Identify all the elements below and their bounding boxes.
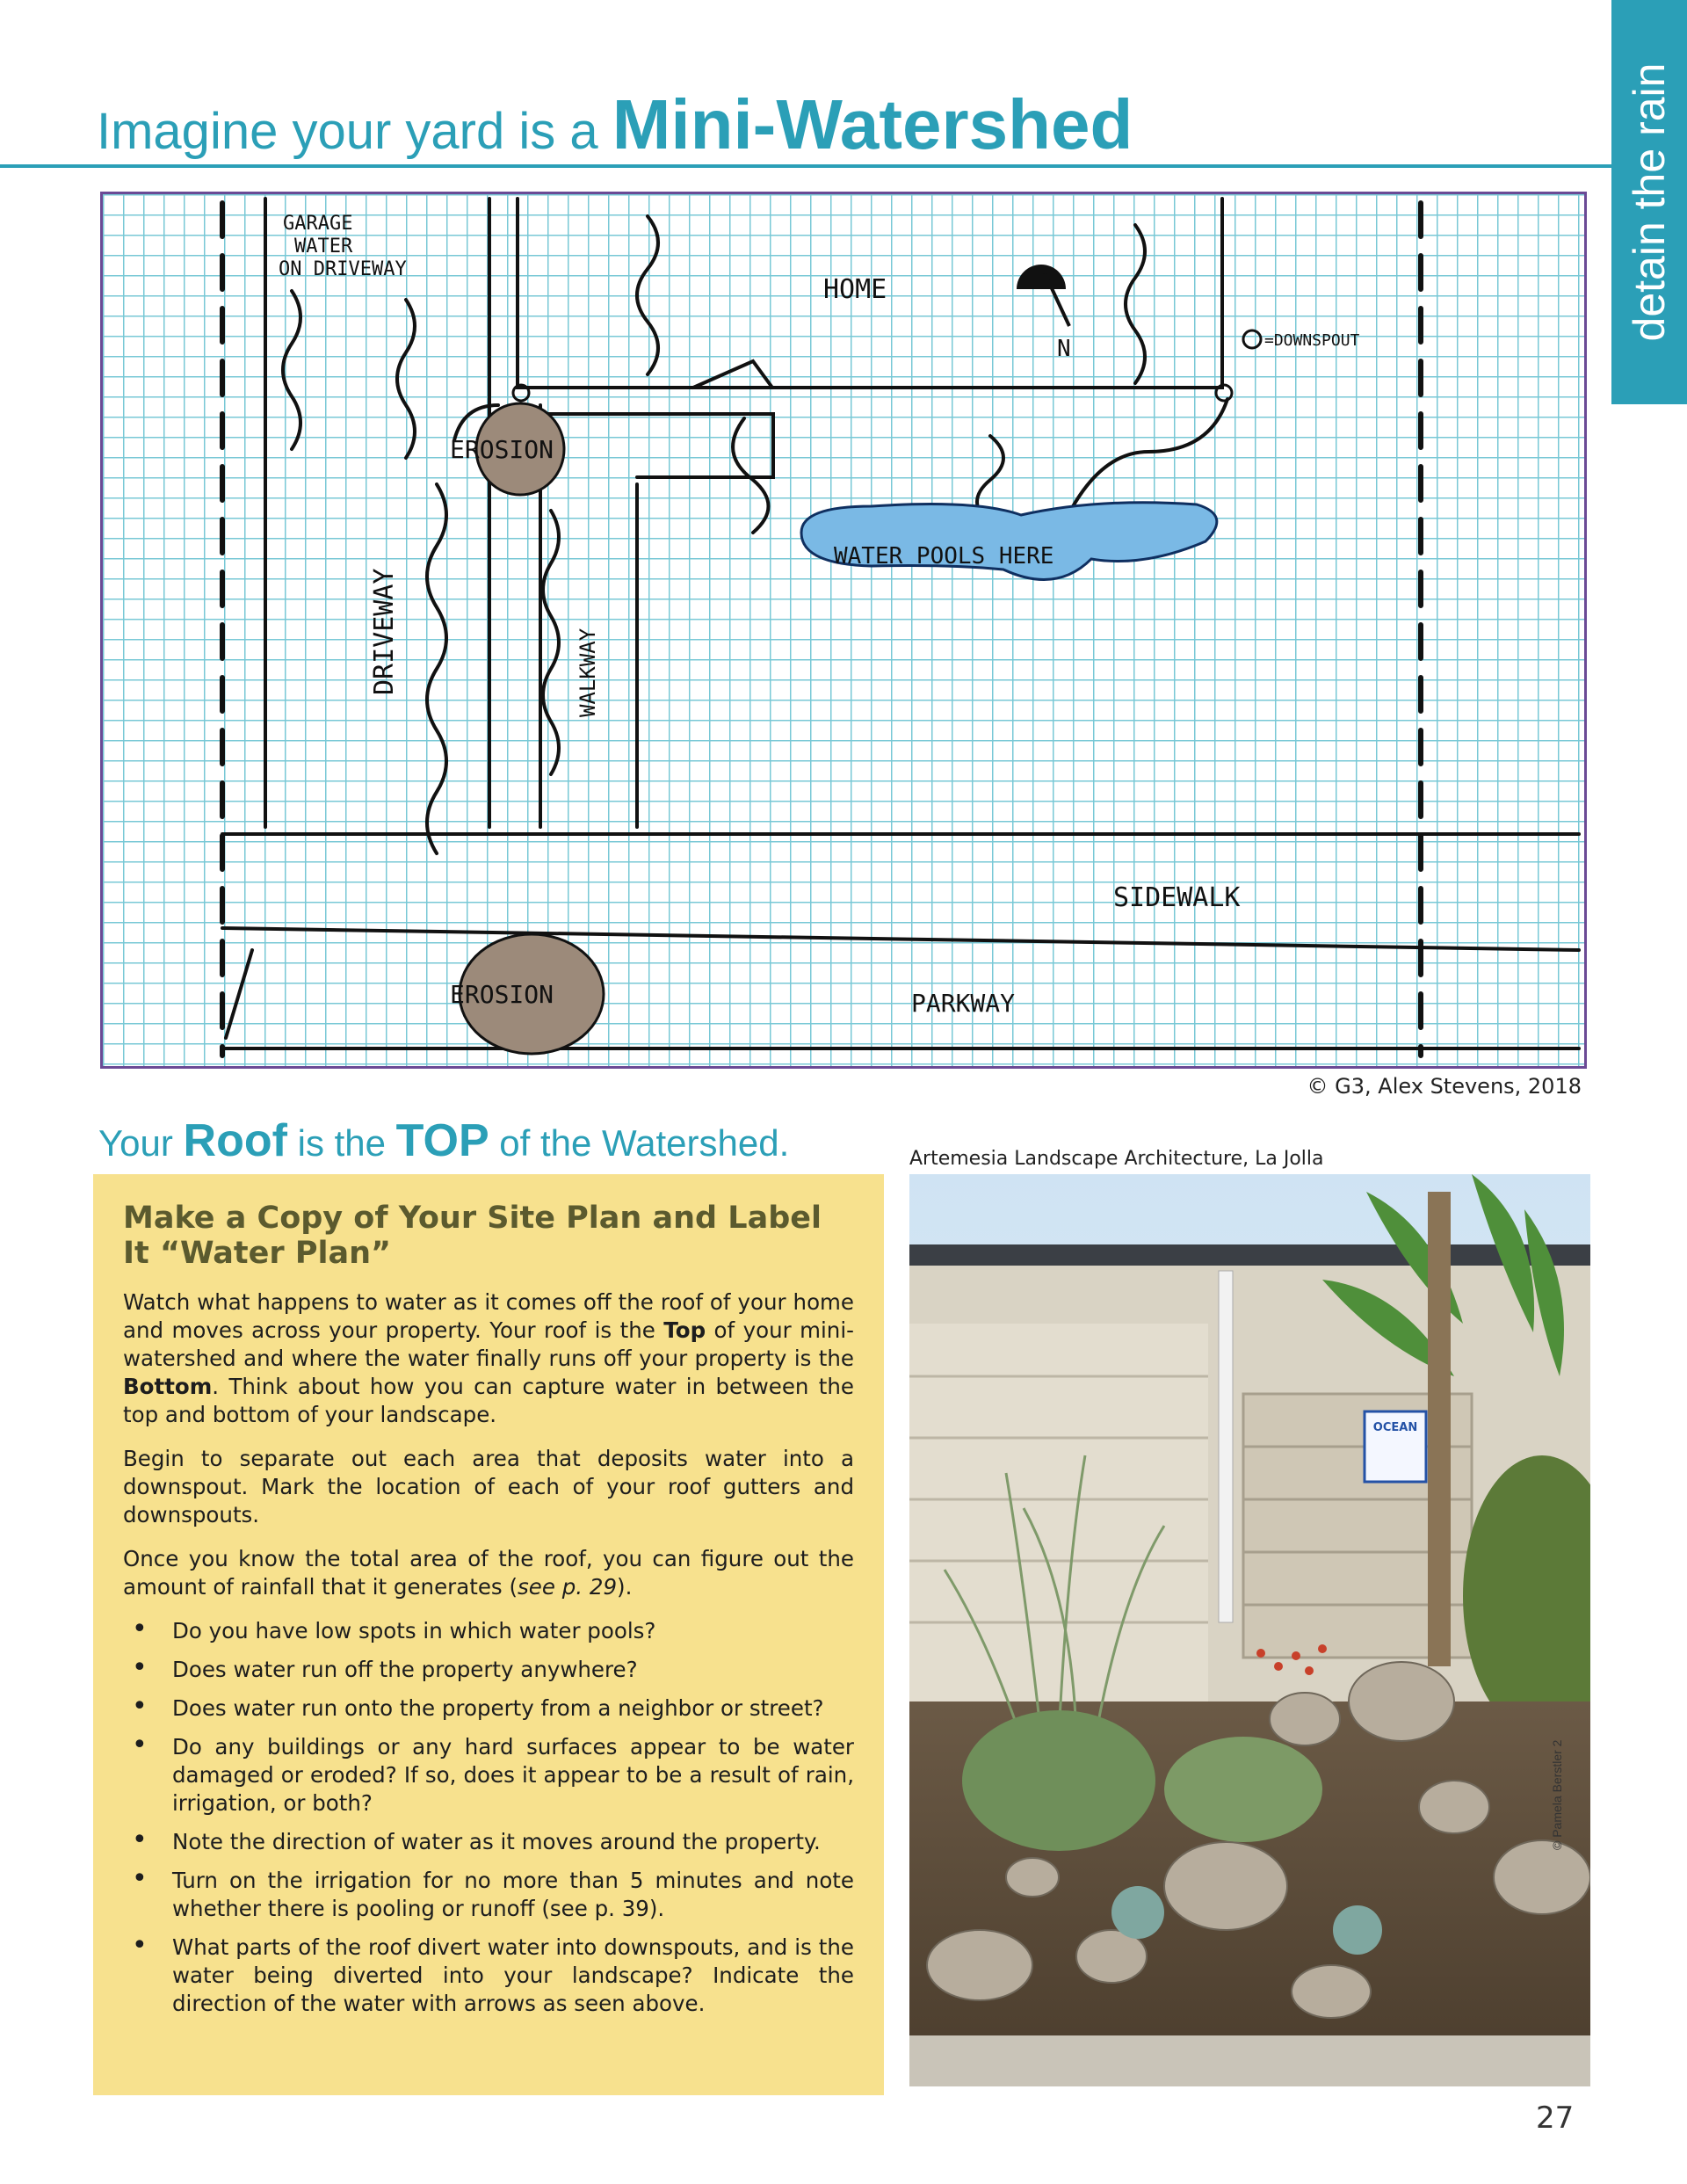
- title-rule: [0, 164, 1611, 168]
- subheading-part: is the: [286, 1122, 396, 1164]
- site-plan-drawing: [103, 194, 1587, 1069]
- label-erosion-bottom: EROSION: [450, 980, 554, 1009]
- site-plan-sketch: [100, 192, 1587, 1069]
- list-item: • Turn on the irrigation for no more than 5 minutes and note whether there is pooling or runoff (see p. 39).: [123, 1867, 854, 1923]
- label-water-pools: WATER POOLS HERE: [834, 543, 1054, 570]
- subheading-part: Your: [98, 1122, 184, 1164]
- page-number: 27: [1536, 2101, 1575, 2136]
- garden-photo: [909, 1174, 1590, 2086]
- label-downspout-legend: =DOWNSPOUT: [1264, 331, 1360, 350]
- photo-credit: Artemesia Landscape Architecture, La Jolla: [909, 1148, 1324, 1170]
- subheading-top: TOP: [395, 1115, 489, 1166]
- label-walkway: WALKWAY: [576, 628, 600, 717]
- label-driveway: DRIVEWAY: [369, 568, 400, 695]
- label-parkway: PARKWAY: [911, 989, 1016, 1018]
- copyright-note: © G3, Alex Stevens, 2018: [1307, 1074, 1582, 1099]
- box-paragraph-2: Begin to separate out each area that deposits water into a downspout. Mark the location of each of your roof gutters and downspouts.: [123, 1446, 854, 1527]
- title-main: Mini-Watershed: [612, 85, 1133, 163]
- label-garage-1: GARAGE: [283, 213, 353, 235]
- page-title: [97, 84, 1133, 163]
- photo-sign-text: OCEAN: [1372, 1421, 1418, 1434]
- list-item: • Do any buildings or any hard surfaces appear to be water damaged or eroded? If so, does it appear to be a result of rain, irrigation, or both?: [123, 1733, 854, 1818]
- list-item: • Note the direction of water as it moves around the property.: [123, 1828, 854, 1856]
- title-prefix: Imagine your yard is a: [97, 103, 612, 160]
- subheading: [98, 1114, 789, 1167]
- box-paragraph-1: Watch what happens to water as it comes off the roof of your home and moves across your property. Your roof is the Top of your mini-watershed and where the water finally runs off your property is the Bottom. Think about how you can capture water in between the top and bottom of your landscape.: [123, 1289, 854, 1427]
- list-item: • Does water run onto the property from a neighbor or street?: [123, 1694, 854, 1723]
- section-tab-label: detain the rain: [1625, 62, 1674, 342]
- list-item: • What parts of the roof divert water into downspouts, and is the water being diverted into your landscape? Indicate the direction of the water with arrows as seen above.: [123, 1934, 854, 2018]
- photo-side-credit: © Pamela Berstler 2: [1550, 1739, 1564, 1850]
- checklist: [123, 1617, 854, 2018]
- garden-photo-illustration: [909, 1174, 1590, 2086]
- label-garage-2: WATER: [294, 236, 353, 258]
- label-erosion-top: EROSION: [450, 435, 554, 464]
- label-north: N: [1057, 336, 1071, 362]
- label-home: HOME: [823, 274, 887, 305]
- list-item: • Do you have low spots in which water pools?: [123, 1617, 854, 1645]
- label-garage-3: ON DRIVEWAY: [279, 258, 407, 280]
- section-tab: [1611, 0, 1687, 404]
- subheading-roof: Roof: [183, 1115, 287, 1166]
- box-heading: Make a Copy of Your Site Plan and Label It “Water Plan”: [123, 1201, 822, 1271]
- label-sidewalk: SIDEWALK: [1113, 882, 1241, 913]
- instruction-box: [93, 1174, 884, 2095]
- subheading-part: of the Watershed.: [489, 1122, 790, 1164]
- box-paragraph-3: Once you know the total area of the roof, you can figure out the amount of rainfall that it generates (see p. 29).: [123, 1546, 854, 1600]
- list-item: • Does water run off the property anywhere?: [123, 1656, 854, 1684]
